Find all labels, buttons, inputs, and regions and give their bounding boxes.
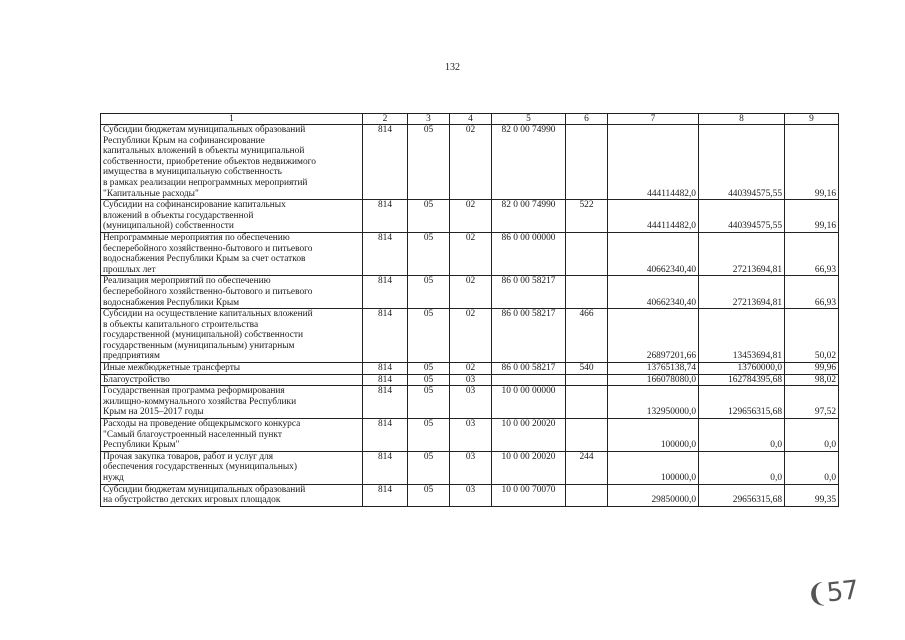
- cell-executed: 27213694,81: [699, 276, 785, 309]
- column-header: 9: [785, 114, 839, 125]
- cell-target-article: 10 0 00 00000: [492, 386, 566, 419]
- name-line: в рамках реализации непрограммных мероприятий: [103, 177, 308, 188]
- column-header: 2: [363, 114, 408, 125]
- name-line: Республики Крым на софинансирование: [103, 135, 265, 146]
- cell-percent: 0,0: [785, 419, 839, 452]
- cell-target-article: 86 0 00 58217: [492, 363, 566, 375]
- cell-target-article: 86 0 00 58217: [492, 276, 566, 309]
- cell-expense-type: 244: [566, 451, 608, 484]
- cell-admin-code: 814: [363, 125, 408, 200]
- cell-admin-code: 814: [363, 232, 408, 275]
- handwritten-page-mark: ❨57: [804, 575, 860, 611]
- cell-subsection: 02: [450, 125, 492, 200]
- cell-admin-code: 814: [363, 386, 408, 419]
- name-line: Субсидии на софинансирование капитальных: [103, 200, 286, 211]
- name-line: Благоустройство: [103, 374, 170, 385]
- cell-percent: 99,16: [785, 200, 839, 233]
- name-line: Реализация мероприятий по обеспечению: [103, 276, 271, 287]
- cell-executed: 440394575,55: [699, 200, 785, 233]
- cell-planned: 166078080,0: [608, 374, 699, 386]
- row-name: [101, 309, 363, 363]
- name-line: Иные межбюджетные трансферты: [103, 363, 241, 374]
- column-header: 7: [608, 114, 699, 125]
- cell-target-article: 10 0 00 20020: [492, 451, 566, 484]
- cell-section: 05: [408, 200, 450, 233]
- name-line: "Капитальные расходы": [103, 188, 199, 199]
- cell-planned: 40662340,40: [608, 276, 699, 309]
- cell-planned: 100000,0: [608, 451, 699, 484]
- cell-planned: 132950000,0: [608, 386, 699, 419]
- name-line: государственной (муниципальной) собственности: [103, 330, 304, 341]
- name-line: Субсидии бюджетам муниципальных образований: [103, 484, 306, 495]
- cell-subsection: 03: [450, 451, 492, 484]
- column-header: 5: [492, 114, 566, 125]
- name-line: капитальных вложений в объекты муниципальной: [103, 146, 305, 157]
- cell-subsection: 02: [450, 232, 492, 275]
- cell-percent: 66,93: [785, 232, 839, 275]
- column-header: 8: [699, 114, 785, 125]
- row-name: [101, 200, 363, 233]
- name-line: вложений в объекты государственной: [103, 210, 254, 221]
- table-row: [101, 484, 839, 506]
- cell-section: 05: [408, 386, 450, 419]
- cell-subsection: 02: [450, 363, 492, 375]
- cell-section: 05: [408, 276, 450, 309]
- row-name: [101, 419, 363, 452]
- name-line: водоснабжения Республики Крым за счет остатков: [103, 254, 306, 265]
- cell-target-article: 82 0 00 74990: [492, 125, 566, 200]
- cell-subsection: 03: [450, 374, 492, 386]
- cell-percent: 97,52: [785, 386, 839, 419]
- cell-admin-code: 814: [363, 451, 408, 484]
- cell-executed: 162784395,68: [699, 374, 785, 386]
- cell-section: 05: [408, 363, 450, 375]
- column-header: 1: [101, 114, 363, 125]
- cell-subsection: 03: [450, 386, 492, 419]
- column-header: 6: [566, 114, 608, 125]
- cell-expense-type: [566, 419, 608, 452]
- cell-subsection: 02: [450, 276, 492, 309]
- column-header: 3: [408, 114, 450, 125]
- cell-planned: 26897201,66: [608, 309, 699, 363]
- name-line: Республики Крым": [103, 440, 180, 451]
- cell-planned: 444114482,0: [608, 200, 699, 233]
- cell-expense-type: [566, 374, 608, 386]
- column-header: 4: [450, 114, 492, 125]
- cell-executed: 0,0: [699, 451, 785, 484]
- cell-admin-code: 814: [363, 374, 408, 386]
- name-line: бесперебойного хозяйственно-бытового и питьевого: [103, 286, 313, 297]
- cell-planned: 13765138,74: [608, 363, 699, 375]
- cell-percent: 0,0: [785, 451, 839, 484]
- table-row: [101, 232, 839, 275]
- cell-admin-code: 814: [363, 484, 408, 506]
- cell-section: 05: [408, 232, 450, 275]
- cell-target-article: 10 0 00 70070: [492, 484, 566, 506]
- cell-percent: 66,93: [785, 276, 839, 309]
- name-line: Прочая закупка товаров, работ и услуг для: [103, 451, 274, 462]
- cell-planned: 444114482,0: [608, 125, 699, 200]
- cell-percent: 99,16: [785, 125, 839, 200]
- cell-executed: 27213694,81: [699, 232, 785, 275]
- cell-admin-code: 814: [363, 276, 408, 309]
- cell-expense-type: [566, 484, 608, 506]
- cell-admin-code: 814: [363, 309, 408, 363]
- table-row: [101, 419, 839, 452]
- name-line: на обустройство детских игровых площадок: [103, 495, 281, 506]
- cell-expense-type: 522: [566, 200, 608, 233]
- name-line: бесперебойного хозяйственно-бытового и питьевого: [103, 243, 313, 254]
- cell-expense-type: [566, 386, 608, 419]
- header-row: [101, 114, 839, 125]
- name-line: Непрограммные мероприятия по обеспечению: [103, 232, 290, 243]
- row-name: [101, 125, 363, 200]
- budget-table: [100, 113, 839, 507]
- name-line: нужд: [103, 473, 124, 483]
- cell-planned: 100000,0: [608, 419, 699, 452]
- cell-subsection: 02: [450, 200, 492, 233]
- name-line: Субсидии бюджетам муниципальных образований: [103, 125, 306, 135]
- cell-target-article: 82 0 00 74990: [492, 200, 566, 233]
- cell-subsection: 02: [450, 309, 492, 363]
- cell-section: 05: [408, 125, 450, 200]
- name-line: Субсидии на осуществление капитальных вложений: [103, 309, 313, 320]
- name-line: Расходы на проведение общекрымского конкурса: [103, 419, 301, 430]
- row-name: [101, 451, 363, 484]
- cell-percent: 98,02: [785, 374, 839, 386]
- cell-percent: 99,96: [785, 363, 839, 375]
- cell-percent: 50,02: [785, 309, 839, 363]
- cell-planned: 29850000,0: [608, 484, 699, 506]
- cell-section: 05: [408, 374, 450, 386]
- table-row: [101, 386, 839, 419]
- cell-executed: 0,0: [699, 419, 785, 452]
- cell-executed: 29656315,68: [699, 484, 785, 506]
- cell-target-article: 10 0 00 20020: [492, 419, 566, 452]
- cell-executed: 13760000,0: [699, 363, 785, 375]
- cell-admin-code: 814: [363, 200, 408, 233]
- page-number: 132: [445, 62, 460, 73]
- cell-percent: 99,35: [785, 484, 839, 506]
- name-line: обеспечения государственных (муниципальных): [103, 462, 297, 473]
- cell-section: 05: [408, 309, 450, 363]
- name-line: жилищно-коммунального хозяйства Республики: [103, 396, 297, 407]
- table-row: [101, 276, 839, 309]
- name-line: прошлых лет: [103, 264, 156, 275]
- table-row: [101, 125, 839, 200]
- table-row: [101, 363, 839, 375]
- cell-expense-type: [566, 276, 608, 309]
- name-line: в объекты капитального строительства: [103, 319, 259, 330]
- cell-expense-type: [566, 125, 608, 200]
- cell-section: 05: [408, 419, 450, 452]
- name-line: водоснабжения Республики Крым: [103, 297, 240, 308]
- row-name: [101, 386, 363, 419]
- table-row: [101, 200, 839, 233]
- cell-planned: 40662340,40: [608, 232, 699, 275]
- cell-executed: 129656315,68: [699, 386, 785, 419]
- cell-executed: 440394575,55: [699, 125, 785, 200]
- table-row: [101, 374, 839, 386]
- row-name: [101, 232, 363, 275]
- name-line: собственности, приобретение объектов недвижимого: [103, 156, 316, 167]
- table-row: [101, 451, 839, 484]
- cell-target-article: 86 0 00 00000: [492, 232, 566, 275]
- table-row: [101, 309, 839, 363]
- name-line: имущества в муниципальную собственность: [103, 167, 282, 178]
- cell-subsection: 03: [450, 419, 492, 452]
- row-name: [101, 374, 363, 386]
- name-line: (муниципальной) собственности: [103, 221, 234, 232]
- cell-subsection: 03: [450, 484, 492, 506]
- row-name: [101, 484, 363, 506]
- name-line: государственным (муниципальным) унитарным: [103, 340, 295, 351]
- cell-admin-code: 814: [363, 419, 408, 452]
- cell-expense-type: [566, 232, 608, 275]
- name-line: "Самый благоустроенный населенный пункт: [103, 429, 282, 440]
- row-name: [101, 276, 363, 309]
- cell-admin-code: 814: [363, 363, 408, 375]
- cell-expense-type: 540: [566, 363, 608, 375]
- name-line: Крым на 2015–2017 годы: [103, 407, 204, 418]
- cell-target-article: 86 0 00 58217: [492, 309, 566, 363]
- cell-section: 05: [408, 451, 450, 484]
- cell-target-article: [492, 374, 566, 386]
- name-line: Государственная программа реформирования: [103, 386, 285, 397]
- name-line: предприятиям: [103, 351, 160, 362]
- cell-expense-type: 466: [566, 309, 608, 363]
- cell-section: 05: [408, 484, 450, 506]
- row-name: [101, 363, 363, 375]
- cell-executed: 13453694,81: [699, 309, 785, 363]
